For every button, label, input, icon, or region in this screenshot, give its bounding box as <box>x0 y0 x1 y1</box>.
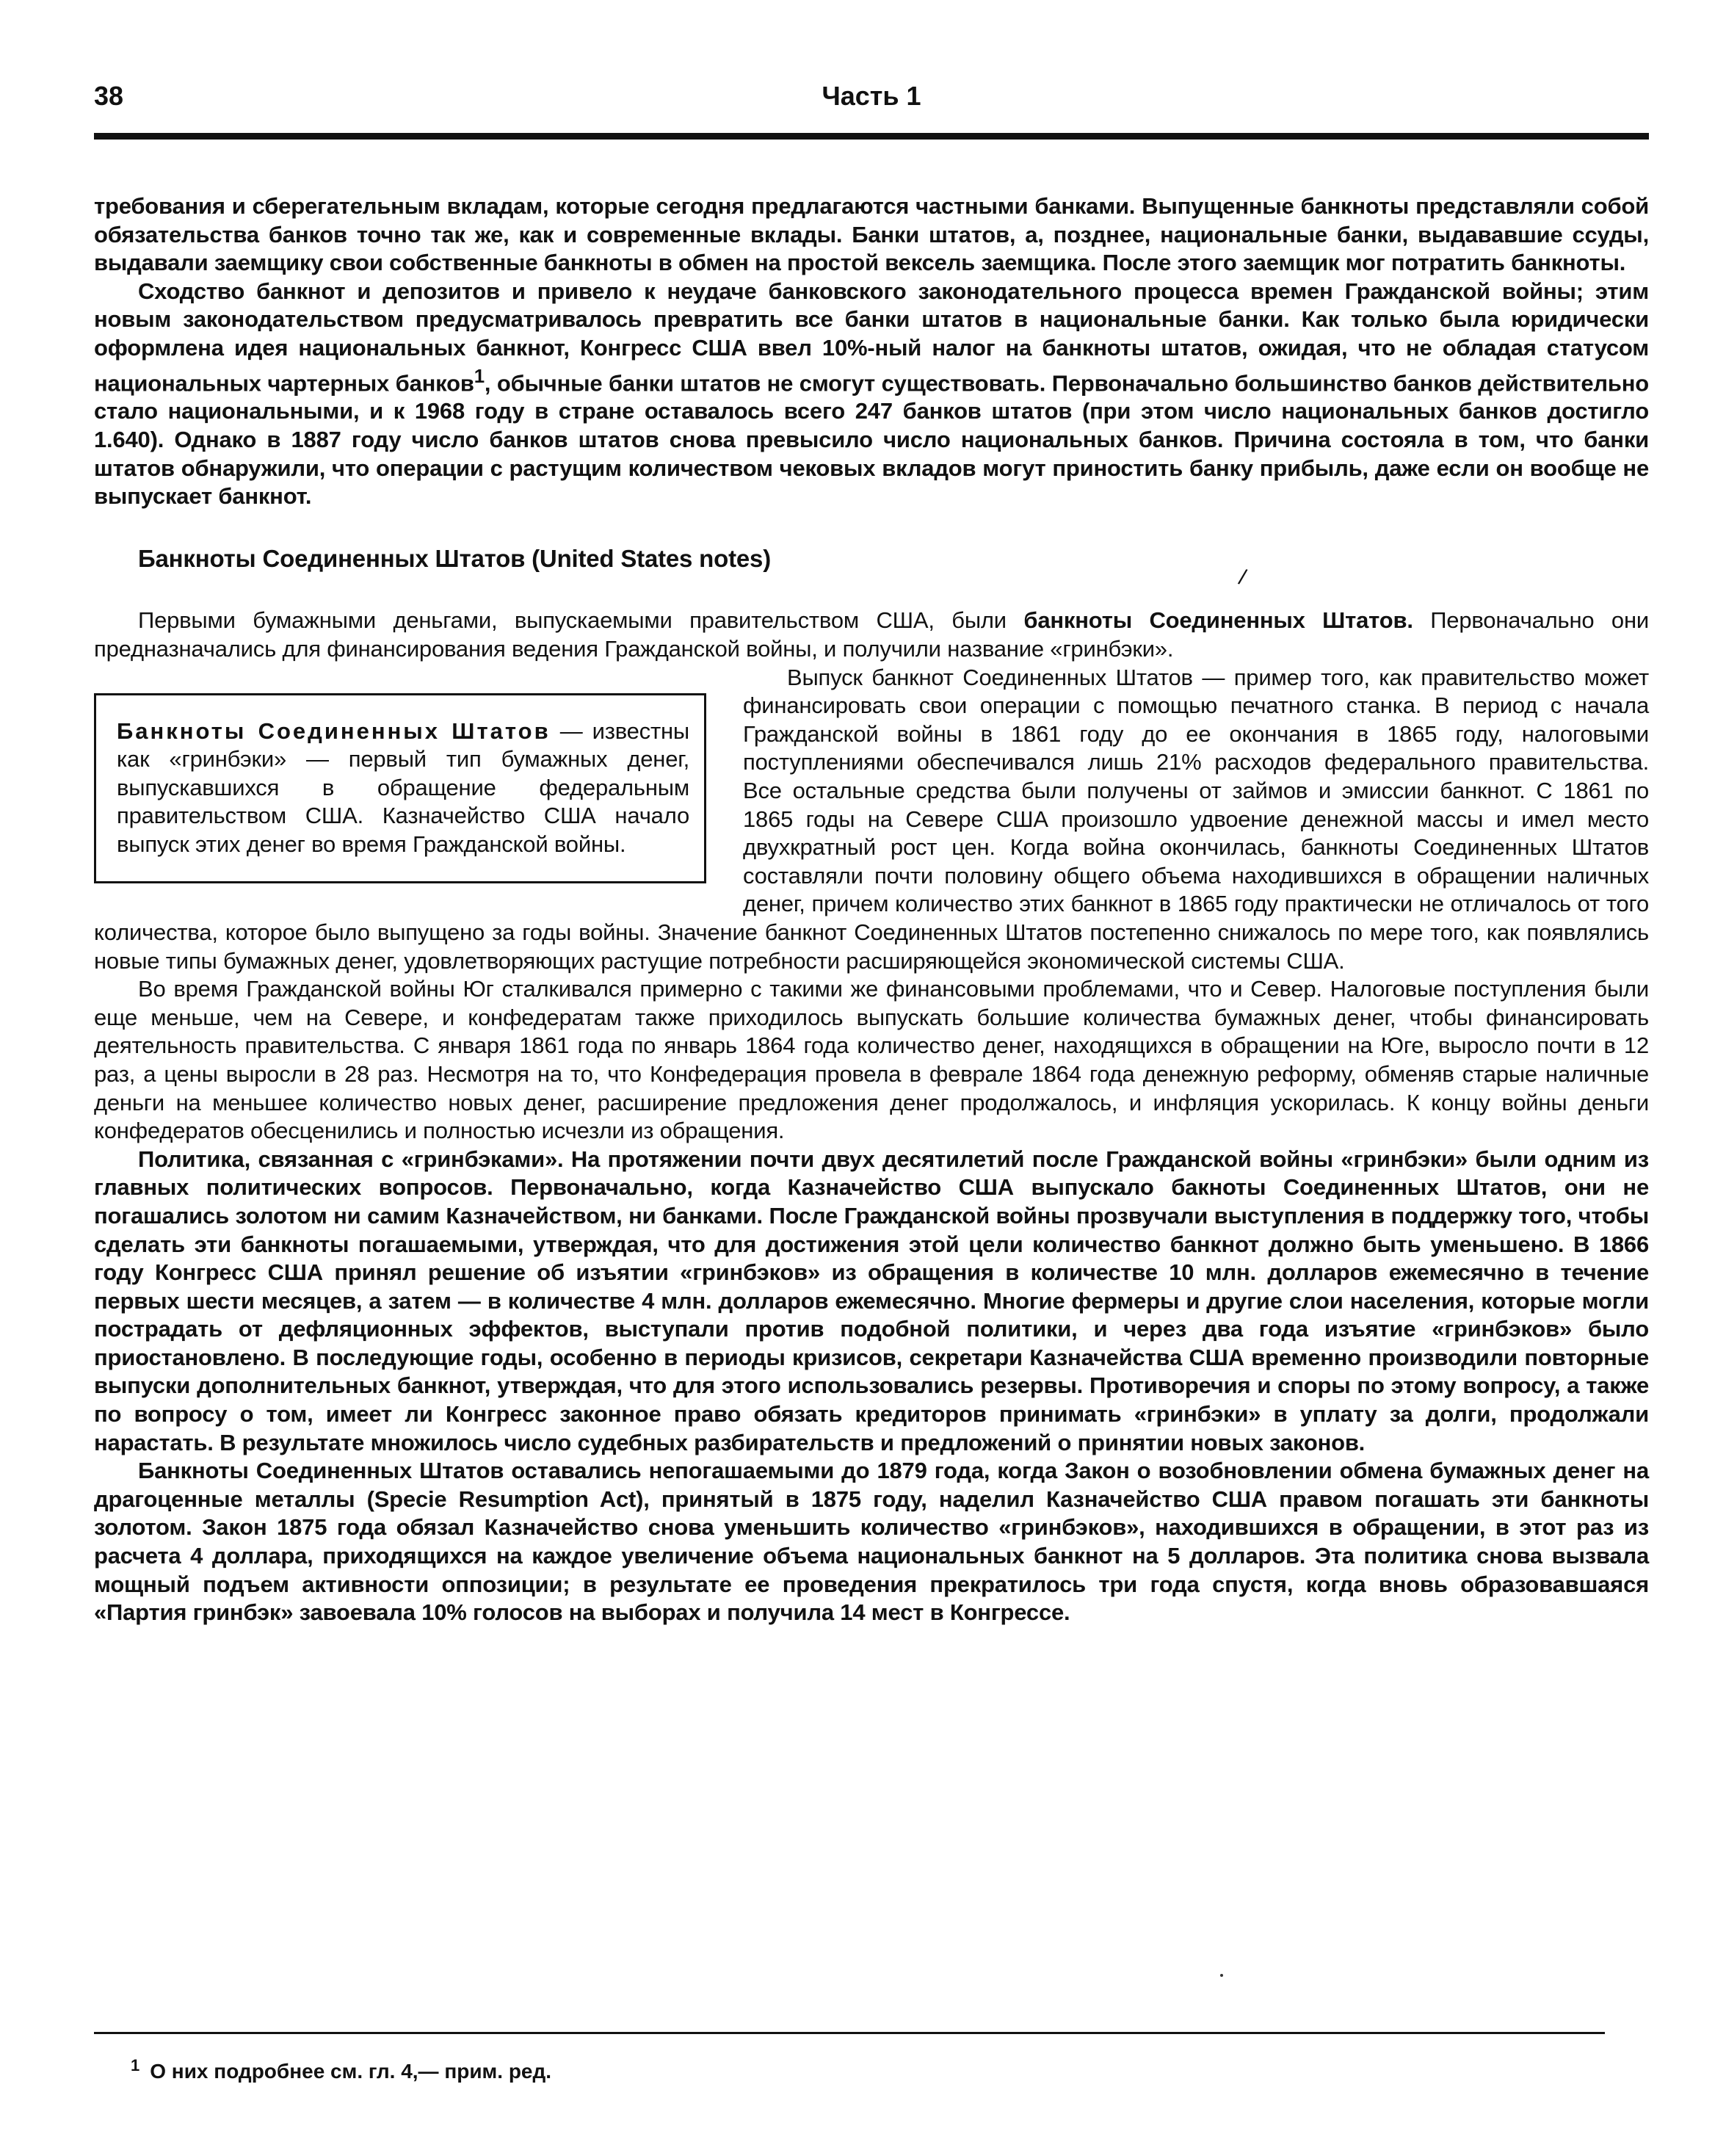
definition-box <box>94 693 706 883</box>
paragraph-2 <box>94 278 1649 511</box>
running-title: Часть 1 <box>822 81 921 111</box>
page-number: 38 <box>94 81 124 111</box>
paragraph-4: Выпуск банкнот Соединенных Штатов — пример того, как правительство может финансировать свои операции с помощью печатного станка. В период с начала Гражданской войны в 1861 году до ее окончания в 1865 году, налоговыми поступлениями обеспечивался лишь 21% расходов федерального правительства. Все остальные средства были получены от займов и эмиссии банкнот. С 1861 по 1865 годы на Севере США произошло удвоение денежной массы и имел место двухкратный рост цен. Когда война окончилась, банкноты Соединенных Штатов составляли почти половину общего объема находившихся в обращении наличных денег, причем количество этих банкнот в 1865 году практически не отличалось от того количества, которое было выпущено за годы войны. Значение банкнот Соединенных Штатов постепенно снижалось по мере того, как появлялись новые типы бумажных денег, удовлетворяющих растущие потребности расширяющейся экономической системы США. <box>94 664 1649 974</box>
stray-dot <box>1220 1974 1223 1977</box>
footnote-text: О них подробнее см. гл. 4,— прим. ред. <box>150 2060 552 2083</box>
paragraph-5: Во время Гражданской войны Юг сталкивался примерно с такими же финансовыми проблемами, что и Север. Налоговые поступления были еще меньше, чем на Севере, и конфедератам также приходилось выпускать большие количества бумажных денег, чтобы финансировать деятельность правительства. С января 1861 года по январь 1864 года количество денег, находящихся в обращении на Юге, выросло почти в 12 раз, а цены выросли в 28 раз. Несмотря на то, что Конфедерация провела в феврале 1864 года денежную реформу, обменяв старые наличные деньги на меньшее количество новых денег, расширение предложения денег продолжалось, и инфляция ускорилась. К концу войны деньги конфедератов обесценились и полностью исчезли из обращения. <box>94 976 1649 1144</box>
definition-body: — известны как «гринбэки» — первый тип бумажных денег, выпускавшихся в обращение федеральным правительством США. Казначейство США начало выпуск этих денег во время Гражданской войны. <box>117 717 689 858</box>
paragraph-3 <box>94 607 1649 663</box>
paragraph-1: требования и сберегательным вкладам, которые сегодня предлагаются частными банками. Выпущенные банкноты представляли собой обязательства банков точно так же, как и современные вклады. Банки штатов, а, позднее, национальные банки, выдававшие ссуды, выдавали заемщику свои собственные банкноты в обмен на простой вексель заемщика. После этого заемщик мог потратить банкноты. <box>94 193 1649 276</box>
stray-mark: / <box>1236 565 1249 590</box>
footnote-ref: 1 <box>474 366 485 387</box>
paragraph-2-part-2: , обычные банки штатов не смогут существовать. Первоначально большинство банков действительно стало национальными, и к 1968 году в стране оставалось всего 247 банков штатов (при этом число национальных банков достигло 1.640). Однако в 1887 году число банков штатов снова превысило число национальных банков. Причина состояла в том, что банки штатов обнаружили, что операции с растущим количеством чековых вкладов могут приностить банку прибыль, даже если он вообще не выпускает банкнот. <box>94 369 1649 510</box>
definition-term: Банкноты Соединенных Штатов <box>117 717 551 744</box>
footnote <box>131 2056 551 2083</box>
key-term: банкноты Соединенных Штатов. <box>1023 607 1413 634</box>
paragraph-6-text: На протяжении почти двух десятилетий после Гражданской войны «гринбэки» были одним из главных политических вопросов. Первоначально, когда Казначейство США выпускало бакноты Соединенных Штатов, они не погашались золотом ни самим Казначейством, ни банками. После Гражданской войны прозвучали выступления в поддержку того, чтобы сделать эти банкноты погашаемыми, утверждая, что для достижения этой цели количество банкнот должно быть уменьшено. В 1866 году Конгресс США принял решение об изъятии «гринбэков» из обращения в количестве 10 млн. долларов ежемесячно в течение первых шести месяцев, а затем — в количестве 4 млн. долларов ежемесячно. Многие фермеры и другие слои населения, которые могли пострадать от дефляционных эффектов, выступали против подобной политики, и через два года изъятие «гринбэков» было приостановлено. В последующие годы, особенно в периоды кризисов, секретари Казначейства США временно производили повторные выпуски дополнительных банкнот, утверждая, что для этого использовались резервы. Противоречия и споры по этому вопросу, а также по вопросу о том, имеет ли Конгресс законное право обязать кредиторов принимать «гринбэки» в уплату за долги, продолжали нарастать. В результате множилось число судебных разбирательств и предложений о принятии новых законов. <box>94 1146 1649 1455</box>
section-heading: Банкноты Соединенных Штатов (United States notes) <box>138 544 771 572</box>
page-header <box>94 81 1649 117</box>
paragraph-3-start: Первыми бумажными деньгами, выпускаемыми правительством США, были <box>138 607 1024 634</box>
header-rule <box>94 133 1649 140</box>
footnote-mark: 1 <box>131 2056 140 2074</box>
body-text <box>94 192 1649 1627</box>
paragraph-7: Банкноты Соединенных Штатов оставались непогашаемыми до 1879 года, когда Закон о возобновлении обмена бумажных денег на драгоценные металлы (Specie Resumption Act), принятый в 1875 году, наделил Казначейство США правом погашать эти банкноты золотом. Закон 1875 года обязал Казначейство снова уменьшить количество «гринбэков», находившихся в обращении, в этот раз из расчета 4 доллара, приходящихся на каждое увеличение объема национальных банкнот на 5 долларов. Эта политика снова вызвала мощный подъем активности оппозиции; в результате ее проведения прекратилось три года спустя, когда вновь образовавшаяся «Партия гринбэк» завоевала 10% голосов на выборах и получила 14 мест в Конгрессе. <box>94 1458 1649 1626</box>
paragraph-6 <box>94 1146 1649 1458</box>
definition-text <box>117 717 689 859</box>
paragraph-3-end: Первоначально они предназначались для финансирования ведения Гражданской войны, и получили название «гринбэки». <box>94 607 1649 662</box>
footnote-rule <box>94 2032 1605 2034</box>
paragraph-2-part-1: Сходство банкнот и депозитов и привело к неудаче банковского законодательного процесса времен Гражданской войны; этим новым законодательством предусматривалось превратить все банки штатов в национальные банки. Как только была юридически оформлена идея национальных банкнот, Конгресс США ввел 10%-ный налог на банкноты штатов, ожидая, что не обладая статусом национальных чартерных банков <box>94 278 1649 396</box>
run-in-heading: Политика, связанная с «гринбэками». <box>138 1146 564 1172</box>
